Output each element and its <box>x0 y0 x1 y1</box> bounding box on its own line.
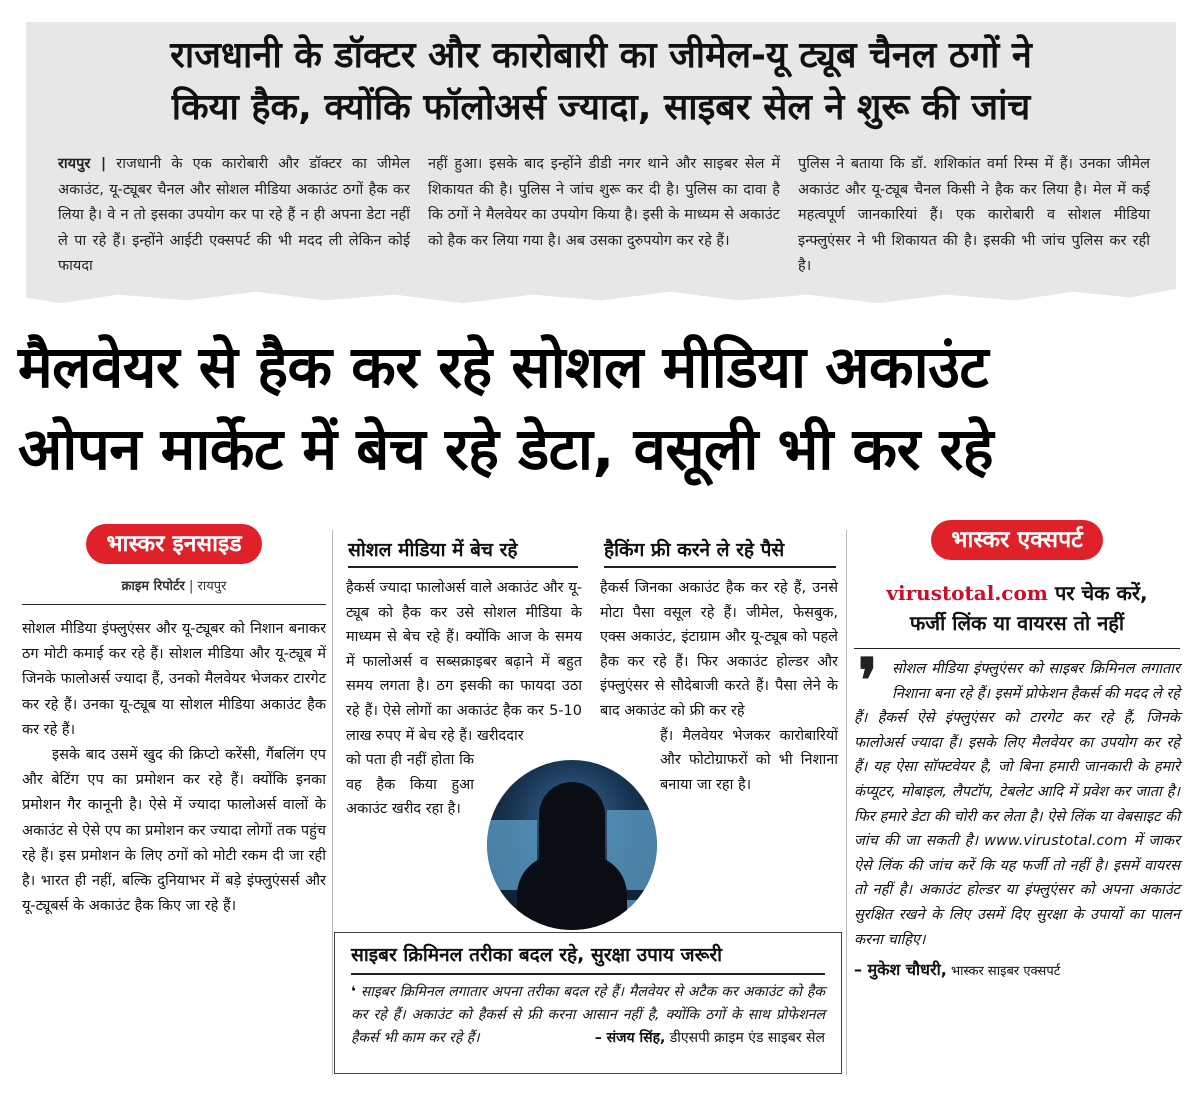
selling-text-short: को पता ही नहीं होता कि वह हैक किया हुआ अकाउंट खरीद रहा है। <box>346 752 474 818</box>
main-headline-line1: मैलवेयर से हैक कर रहे सोशल मीडिया अकाउंट <box>18 333 989 401</box>
top-story-col2: नहीं हुआ। इसके बाद इन्होंने डीडी नगर थाने और साइबर सेल में शिकायत की है। पुलिस ने जांच शुरू कर दी है। पुलिस का दावा है कि ठगों ने मैलवेयर का उपयोग किया है। इसी के माध्यम से अकाउंट को हैक कर लिया गया है। अब उसका दुरुपयोग कर रहे हैं। <box>428 156 780 249</box>
insight-column <box>22 520 326 919</box>
free-hack-text: हैकर्स जिनका अकाउंट हैक कर रहे हैं, उनसे मोटा पैसा वसूल रहे हैं। जीमेल, फेसबुक, एक्स अकाउंट, इंटाग्राम और यू-ट्यूब को पहले हैक कर रहे हैं। फिर अकाउंट होल्डर और इंफ्लुएंसर से सौदेबाजी करते हैं। पैसा लेने के बाद अकाउंट को फ्री कर रहे <box>600 580 838 719</box>
top-headline <box>26 30 1176 134</box>
main-headline <box>18 326 1188 490</box>
insight-paragraph-1: सोशल मीडिया इंफ्लुएंसर और यू-ट्यूबर को निशान बनाकर ठग मोटी कमाई कर रहे हैं। सोशल मीडिया और यू-ट्यूब में जिनके फालोअर्स ज्यादा हैं, उनको मैलवेयर भेजकर टारगेट कर रहे हैं। उनका यू-ट्यूब या सोशल मीडिया अकाउंट हैक कर रहे हैं। <box>22 621 326 738</box>
column-divider <box>846 530 847 1075</box>
virustotal-url: virustotal.com <box>886 581 1048 605</box>
expert-signature: – मुकेश चौधरी, भास्कर साइबर एक्सपर्ट <box>854 960 1061 980</box>
insight-paragraph-2: इसके बाद उसमें खुद की क्रिप्टो करेंसी, गैंबलिंग एप और बेटिंग एप का प्रमोशन कर रहे हैं। क्योंकि इनका प्रमोशन गैर कानूनी है। ऐसे में ज्यादा फालोअर्स वालों के अकाउंट से ऐसे एप का प्रमोशन कर ज्यादा लोगों तक पहुंच रहे हैं। इस प्रमोशन के लिए ठगों को मोटी रकम दी जा रही है। भारत ही नहीं, बल्कि दुनियाभर में बड़े इंफ्लुएंसर्स और यू-ट्यूबर्स के अकाउंट हैक किए जा रहे हैं। <box>22 747 326 915</box>
cyber-box-title: साइबर क्रिमिनल तरीका बदल रहे, सुरक्षा उपाय जरूरी <box>351 943 825 975</box>
free-hack-text-short: हैं। मैलवेयर भेजकर कारोबारियों और फोटोग्राफरों को भी निशाना बनाया जा रहा है। <box>660 727 838 793</box>
top-headline-line1: राजधानी के डॉक्टर और कारोबारी का जीमेल-यू ट्यूब चैनल ठगों ने <box>170 35 1032 76</box>
quote-icon: ❜ <box>858 646 878 716</box>
free-hack-column <box>600 576 838 797</box>
cyber-quote-box <box>334 932 842 1074</box>
top-story-col3: पुलिस ने बताया कि डॉ. शशिकांत वर्मा रिम्स में हैं। उनका जीमेल अकाउंट और यू-ट्यूब चैनल किसी ने हैक कर लिया है। मेल में कई महत्वपूर्ण जानकारियां हैं। एक कारोबारी व सोशल मीडिया इन्फ्लुएंसर ने भी शिकायत की है। इसकी भी जांच पुलिस कर रही है। <box>798 156 1150 274</box>
insight-tag: भास्कर इनसाइड <box>86 524 261 564</box>
hacker-photo <box>487 760 657 930</box>
top-story-columns <box>58 152 1150 280</box>
cyber-box-text: ❛ साइबर क्रिमिनल लगातार अपना तरीका बदल रहे हैं। मैलवेयर से अटैक कर अकाउंट को हैक कर रहे हैं। अकाउंट को हैकर्स से फ्री करना आसान नहीं है, क्योंकि ठगों के साथ प्रोफेशनल हैकर्स भी काम कर रहे हैं। <box>351 984 825 1046</box>
free-hack-heading: हैकिंग फ्री करने ले रहे पैसे <box>604 538 836 568</box>
dateline: रायपुर | <box>58 156 107 172</box>
byline: क्राइम रिपोर्टर | रायपुर <box>121 579 227 594</box>
top-story-col1: रायपुर | राजधानी के एक कारोबारी और डॉक्टर का जीमेल अकाउंट, यू-ट्यूबर चैनल और सोशल मीडिया अकाउंट ठगों हैक कर लिया है। वे न तो इसका उपयोग कर पा रहे हैं न ही अपना डेटा नहीं ले पा रहे हैं। इन्होंने आईटी एक्सपर्ट की भी मदद ली लेकिन कोई फायदा <box>58 156 411 274</box>
selling-heading: सोशल मीडिया में बेच रहे <box>348 538 578 568</box>
top-headline-line2: किया हैक, क्योंकि फॉलोअर्स ज्यादा, साइबर सेल ने शुरू की जांच <box>171 87 1031 128</box>
divider <box>22 604 326 605</box>
selling-text: हैकर्स ज्यादा फालोअर्स वाले अकाउंट और यू-ट्यूब को हैक कर उसे सोशल मीडिया के माध्यम से बेच रहे हैं। क्योंकि आज के समय में फालोअर्स व सब्सक्राइबर बढ़ाने में बहुत समय लगता है। ठग इसकी का फायदा उठा रहे हैं। ऐसे लोगों का अकाउंट हैक कर 5-10 लाख रुपए में बेच रहे हैं। खरीददार <box>346 580 582 744</box>
main-headline-line2: ओपन मार्केट में बेच रहे डेटा, वसूली भी कर रहे <box>18 415 994 483</box>
cyber-box-signature: – संजय सिंह, डीएसपी क्राइम एंड साइबर सेल <box>594 1030 825 1046</box>
expert-text: सोशल मीडिया इंफ्लुएंसर को साइबर क्रिमिनल लगातार निशाना बना रहे हैं। इसमें प्रोफेशन हैकर्स की मदद ले रहे हैं। हैकर्स ऐसे इंफ्लुएंसर को टारगेट कर रहे हैं, जिनके फालोअर्स ज्यादा हैं। इसके लिए मैलवेयर का उपयोग कर रहे हैं। यह ऐसा सॉफ्टवेयर है, जो बिना हमारी जानकारी के हमारे कंप्यूटर, मोबाइल, लैपटॉप, टेबलेट आदि में प्रवेश कर जाता है। फिर हमारे डेटा की चोरी कर लेता है। ऐसे लिंक या वेबसाइट की जांच की जा सकती है। www.virustotal.com में जाकर ऐसे लिंक की जांच करें कि यह फर्जी तो नहीं है। इसमें वायरस तो नहीं है। अकाउंट होल्डर या इंफ्लुएंसर को अपना अकाउंट सुरक्षित रखने के लिए उसमें दिए सुरक्षा के उपायों का पालन करना चाहिए। <box>854 661 1180 948</box>
expert-tag: भास्कर एक्सपर्ट <box>931 520 1102 560</box>
column-divider <box>332 530 333 1075</box>
expert-heading: virustotal.com पर चेक करें, फर्जी लिंक या वायरस तो नहीं <box>886 581 1148 635</box>
expert-column <box>854 520 1180 980</box>
divider <box>854 648 1180 649</box>
